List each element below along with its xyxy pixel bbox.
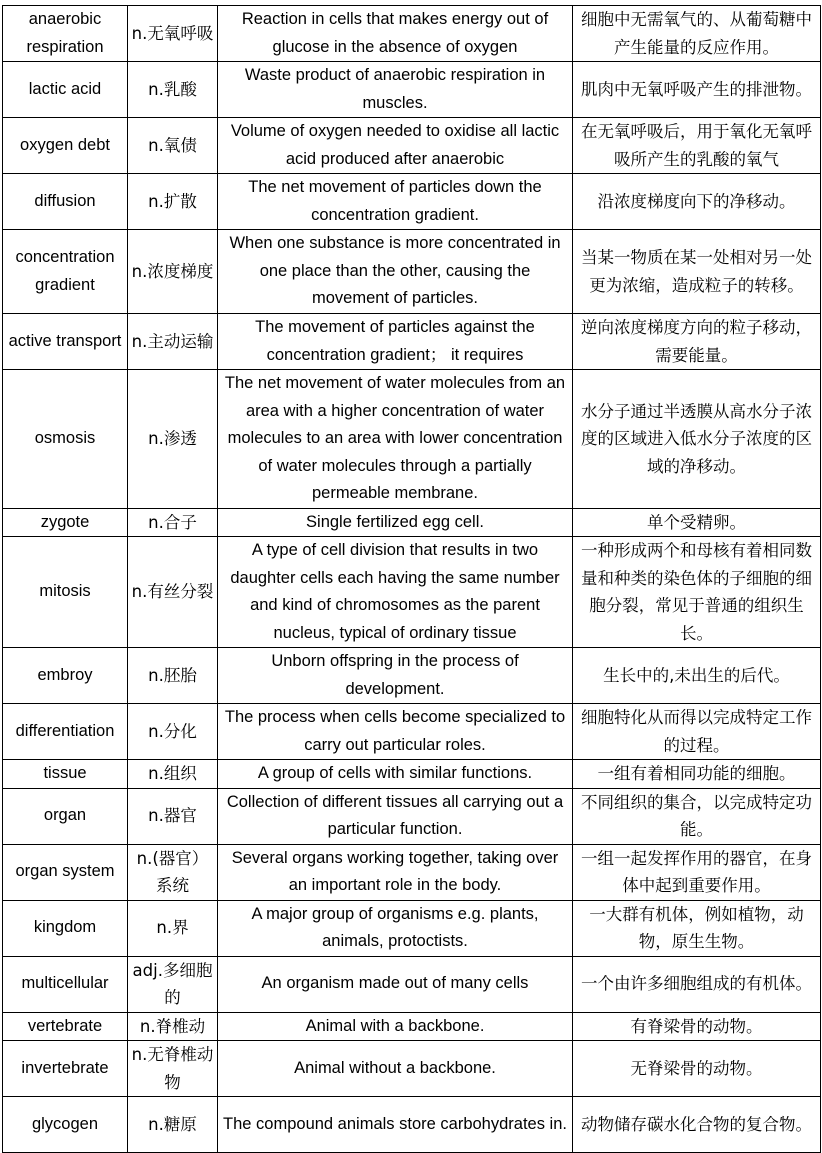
definition-cell: Animal without a backbone. [218,1041,573,1097]
part-of-speech-cell: n.合子 [128,508,218,537]
table-row [3,648,821,704]
part-of-speech-cell: adj.多细胞的 [128,956,218,1012]
chinese-definition-cell: 沿浓度梯度向下的净移动。 [573,174,821,230]
chinese-definition-cell: 生长中的,未出生的后代。 [573,648,821,704]
table-row [3,956,821,1012]
chinese-definition-cell: 水分子通过半透膜从高水分子浓度的区域进入低水分子浓度的区域的净移动。 [573,370,821,509]
term-cell: diffusion [3,174,128,230]
chinese-definition-cell: 一大群有机体，例如植物，动物，原生生物。 [573,900,821,956]
definition-cell: The compound animals store carbohydrates in. [218,1097,573,1153]
definition-cell: The process when cells become specialized to carry out particular roles. [218,704,573,760]
table-row [3,508,821,537]
term-cell: active transport [3,314,128,370]
table-row [3,788,821,844]
chinese-definition-cell: 一个由许多细胞组成的有机体。 [573,956,821,1012]
table-row [3,844,821,900]
term-cell: lactic acid [3,62,128,118]
part-of-speech-cell: n.界 [128,900,218,956]
term-cell: embroy [3,648,128,704]
chinese-definition-cell: 细胞特化从而得以完成特定工作的过程。 [573,704,821,760]
term-cell: concentration gradient [3,230,128,314]
definition-cell: A group of cells with similar functions. [218,760,573,789]
definition-cell: Volume of oxygen needed to oxidise all lactic acid produced after anaerobic [218,118,573,174]
term-cell: multicellular [3,956,128,1012]
table-row [3,314,821,370]
chinese-definition-cell: 肌肉中无氧呼吸产生的排泄物。 [573,62,821,118]
table-row [3,537,821,648]
definition-cell: Reaction in cells that makes energy out of glucose in the absence of oxygen [218,6,573,62]
chinese-definition-cell: 逆向浓度梯度方向的粒子移动，需要能量。 [573,314,821,370]
part-of-speech-cell: n.器官 [128,788,218,844]
term-cell: anaerobic respiration [3,6,128,62]
term-cell: mitosis [3,537,128,648]
definition-cell: The net movement of water molecules from an area with a higher concentration of water molecules to an area with lower concentration of water molecules through a partially permeable membrane. [218,370,573,509]
definition-cell: Waste product of anaerobic respiration in muscles. [218,62,573,118]
definition-cell: A type of cell division that results in two daughter cells each having the same number and kind of chromosomes as the parent nucleus, typical of ordinary tissue [218,537,573,648]
table-row [3,1012,821,1041]
chinese-definition-cell: 动物储存碳水化合物的复合物。 [573,1097,821,1153]
definition-cell: Single fertilized egg cell. [218,508,573,537]
table-row [3,900,821,956]
part-of-speech-cell: n.胚胎 [128,648,218,704]
term-cell: invertebrate [3,1041,128,1097]
definition-cell: Several organs working together, taking over an important role in the body. [218,844,573,900]
definition-cell: Animal with a backbone. [218,1012,573,1041]
part-of-speech-cell: n.乳酸 [128,62,218,118]
part-of-speech-cell: n.氧债 [128,118,218,174]
definition-cell: A major group of organisms e.g. plants, animals, protoctists. [218,900,573,956]
part-of-speech-cell: n.脊椎动 [128,1012,218,1041]
chinese-definition-cell: 一组一起发挥作用的器官，在身体中起到重要作用。 [573,844,821,900]
chinese-definition-cell: 有脊梁骨的动物。 [573,1012,821,1041]
definition-cell: The net movement of particles down the concentration gradient. [218,174,573,230]
part-of-speech-cell: n.主动运输 [128,314,218,370]
definition-cell: Unborn offspring in the process of development. [218,648,573,704]
table-row [3,1041,821,1097]
term-cell: differentiation [3,704,128,760]
vocabulary-table [2,5,821,1153]
part-of-speech-cell: n.分化 [128,704,218,760]
part-of-speech-cell: n.渗透 [128,370,218,509]
chinese-definition-cell: 无脊梁骨的动物。 [573,1041,821,1097]
term-cell: kingdom [3,900,128,956]
table-row [3,370,821,509]
term-cell: oxygen debt [3,118,128,174]
table-row [3,760,821,789]
term-cell: organ [3,788,128,844]
table-row [3,704,821,760]
chinese-definition-cell: 当某一物质在某一处相对另一处更为浓缩，造成粒子的转移。 [573,230,821,314]
table-row [3,118,821,174]
chinese-definition-cell: 单个受精卵。 [573,508,821,537]
chinese-definition-cell: 在无氧呼吸后，用于氧化无氧呼吸所产生的乳酸的氧气 [573,118,821,174]
definition-cell: An organism made out of many cells [218,956,573,1012]
chinese-definition-cell: 一组有着相同功能的细胞。 [573,760,821,789]
term-cell: organ system [3,844,128,900]
table-row [3,230,821,314]
definition-cell: Collection of different tissues all carrying out a particular function. [218,788,573,844]
table-row [3,1097,821,1153]
part-of-speech-cell: n.(器官）系统 [128,844,218,900]
term-cell: zygote [3,508,128,537]
chinese-definition-cell: 不同组织的集合，以完成特定功能。 [573,788,821,844]
part-of-speech-cell: n.扩散 [128,174,218,230]
part-of-speech-cell: n.无脊椎动物 [128,1041,218,1097]
chinese-definition-cell: 细胞中无需氧气的、从葡萄糖中产生能量的反应作用。 [573,6,821,62]
definition-cell: The movement of particles against the concentration gradient； it requires [218,314,573,370]
chinese-definition-cell: 一种形成两个和母核有着相同数量和种类的染色体的子细胞的细胞分裂，常见于普通的组织生长。 [573,537,821,648]
table-row [3,6,821,62]
definition-cell: When one substance is more concentrated in one place than the other, causing the movement of particles. [218,230,573,314]
term-cell: tissue [3,760,128,789]
term-cell: glycogen [3,1097,128,1153]
part-of-speech-cell: n.糖原 [128,1097,218,1153]
part-of-speech-cell: n.浓度梯度 [128,230,218,314]
term-cell: vertebrate [3,1012,128,1041]
table-row [3,174,821,230]
table-row [3,62,821,118]
part-of-speech-cell: n.有丝分裂 [128,537,218,648]
part-of-speech-cell: n.组织 [128,760,218,789]
term-cell: osmosis [3,370,128,509]
part-of-speech-cell: n.无氧呼吸 [128,6,218,62]
